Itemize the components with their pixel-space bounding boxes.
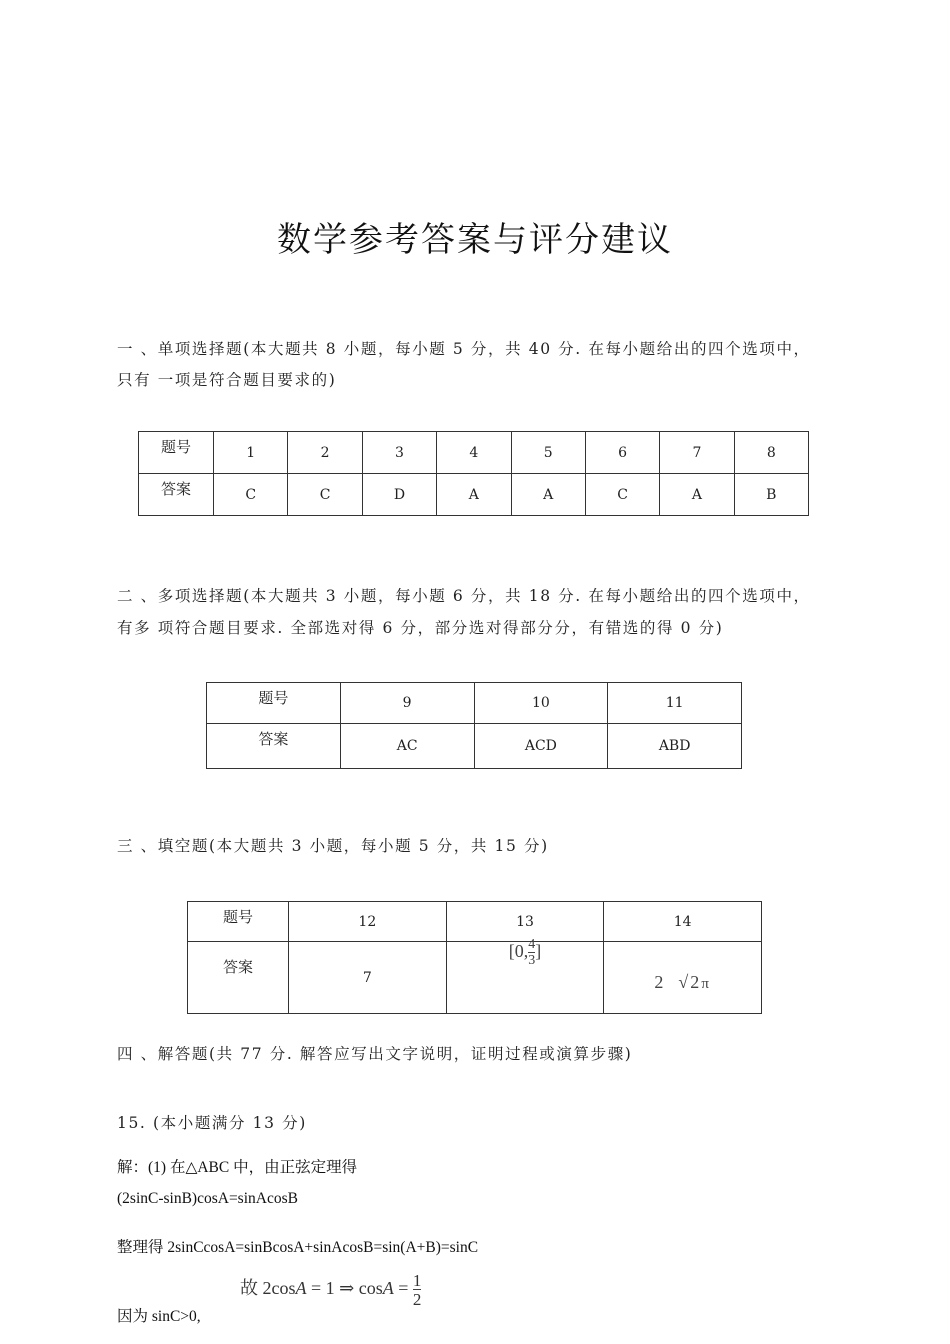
formula-prefix: 故 2cos: [240, 1278, 296, 1299]
fraction-denominator: 3: [528, 953, 536, 968]
q7-answer: A: [660, 474, 734, 516]
q11-answer: ABD: [608, 724, 742, 769]
section2-instructions-line1: 二 、多项选择题(本大题共 3 小题，每小题 6 分，共 18 分. 在每小题给出的四个选项中，: [117, 587, 811, 605]
q3-number: 3: [362, 432, 436, 474]
formula-middle: = 1 ⇒ cos: [306, 1278, 383, 1299]
q9-answer: AC: [340, 724, 474, 769]
q5-answer: A: [511, 474, 585, 516]
q1-number: 1: [214, 432, 288, 474]
problem15-heading: 15. (本小题满分 13 分): [117, 1114, 307, 1132]
q12-number: 12: [289, 902, 447, 942]
section4-instructions: 四 、解答题(共 77 分. 解答应写出文字说明，证明过程或演算步骤): [117, 1045, 633, 1063]
row-label-answer: 答案: [188, 942, 289, 1014]
formula-equals: =: [393, 1278, 413, 1299]
fraction-denominator: 2: [412, 1290, 422, 1309]
q12-answer: 7: [289, 942, 447, 1014]
q13-number: 13: [446, 902, 604, 942]
fraction: [413, 1272, 422, 1308]
table-row: [188, 902, 762, 942]
variable-a: A: [382, 1278, 394, 1299]
variable-a: A: [295, 1278, 307, 1299]
q8-answer: B: [734, 474, 808, 516]
table-row: [188, 942, 762, 1014]
solution-line-4: 因为 sinC>0,: [117, 1308, 201, 1325]
solution-line-2: (2sinC-sinB)cosA=sinAcosB: [117, 1190, 298, 1207]
table-row: [207, 683, 742, 724]
solution-line-3: 整理得 2sinCcosA=sinBcosA+sinAcosB=sin(A+B)=sinC: [117, 1239, 479, 1256]
table-row: [207, 724, 742, 769]
row-label-number: 题号: [139, 432, 214, 474]
q2-number: 2: [288, 432, 362, 474]
section3-answer-table: [187, 901, 762, 1014]
interval-right: ]: [535, 941, 542, 962]
row-label-answer: 答案: [139, 474, 214, 516]
q1-answer: C: [214, 474, 288, 516]
row-label-answer: 答案: [207, 724, 341, 769]
table-row: [139, 432, 809, 474]
q10-number: 10: [474, 683, 608, 724]
q6-answer: C: [585, 474, 659, 516]
q4-answer: A: [437, 474, 511, 516]
interval-left: [0,: [508, 941, 529, 962]
q11-number: 11: [608, 683, 742, 724]
sqrt-expression: [654, 972, 710, 992]
solution-line-1: 解：(1) 在△ABC 中，由正弦定理得: [117, 1159, 358, 1176]
cos-formula: [240, 1272, 421, 1308]
section1-instructions-line1: 一 、单项选择题(本大题共 8 小题，每小题 5 分，共 40 分. 在每小题给出的四个选项中，: [117, 340, 811, 358]
q10-answer: ACD: [474, 724, 608, 769]
section1-instructions-line2: 只有 一项是符合题目要求的): [117, 371, 337, 389]
q13-answer: [446, 937, 604, 1014]
radical: √2: [678, 972, 702, 992]
q7-number: 7: [660, 432, 734, 474]
pi-symbol: π: [701, 976, 711, 992]
row-label-number: 题号: [188, 902, 289, 942]
section2-answer-table: [206, 682, 742, 769]
coefficient: 2: [654, 972, 666, 992]
section3-instructions: 三 、填空题(本大题共 3 小题，每小题 5 分，共 15 分): [117, 837, 549, 855]
interval-expression: [508, 937, 542, 968]
q3-answer: D: [362, 474, 436, 516]
row-label-number: 题号: [207, 683, 341, 724]
page-title: 数学参考答案与评分建议: [277, 220, 673, 260]
table-row: [139, 474, 809, 516]
q4-number: 4: [437, 432, 511, 474]
fraction-numerator: 1: [412, 1271, 422, 1290]
q9-number: 9: [340, 683, 474, 724]
q6-number: 6: [585, 432, 659, 474]
q14-answer: [604, 942, 762, 1014]
q5-number: 5: [511, 432, 585, 474]
q8-number: 8: [734, 432, 808, 474]
section2-instructions-line2: 有多 项符合题目要求. 全部选对得 6 分，部分选对得部分分，有错选的得 0 分): [117, 619, 724, 637]
section1-answer-table: [138, 431, 809, 516]
fraction-numerator: 4: [528, 937, 536, 952]
q2-answer: C: [288, 474, 362, 516]
q14-number: 14: [604, 902, 762, 942]
